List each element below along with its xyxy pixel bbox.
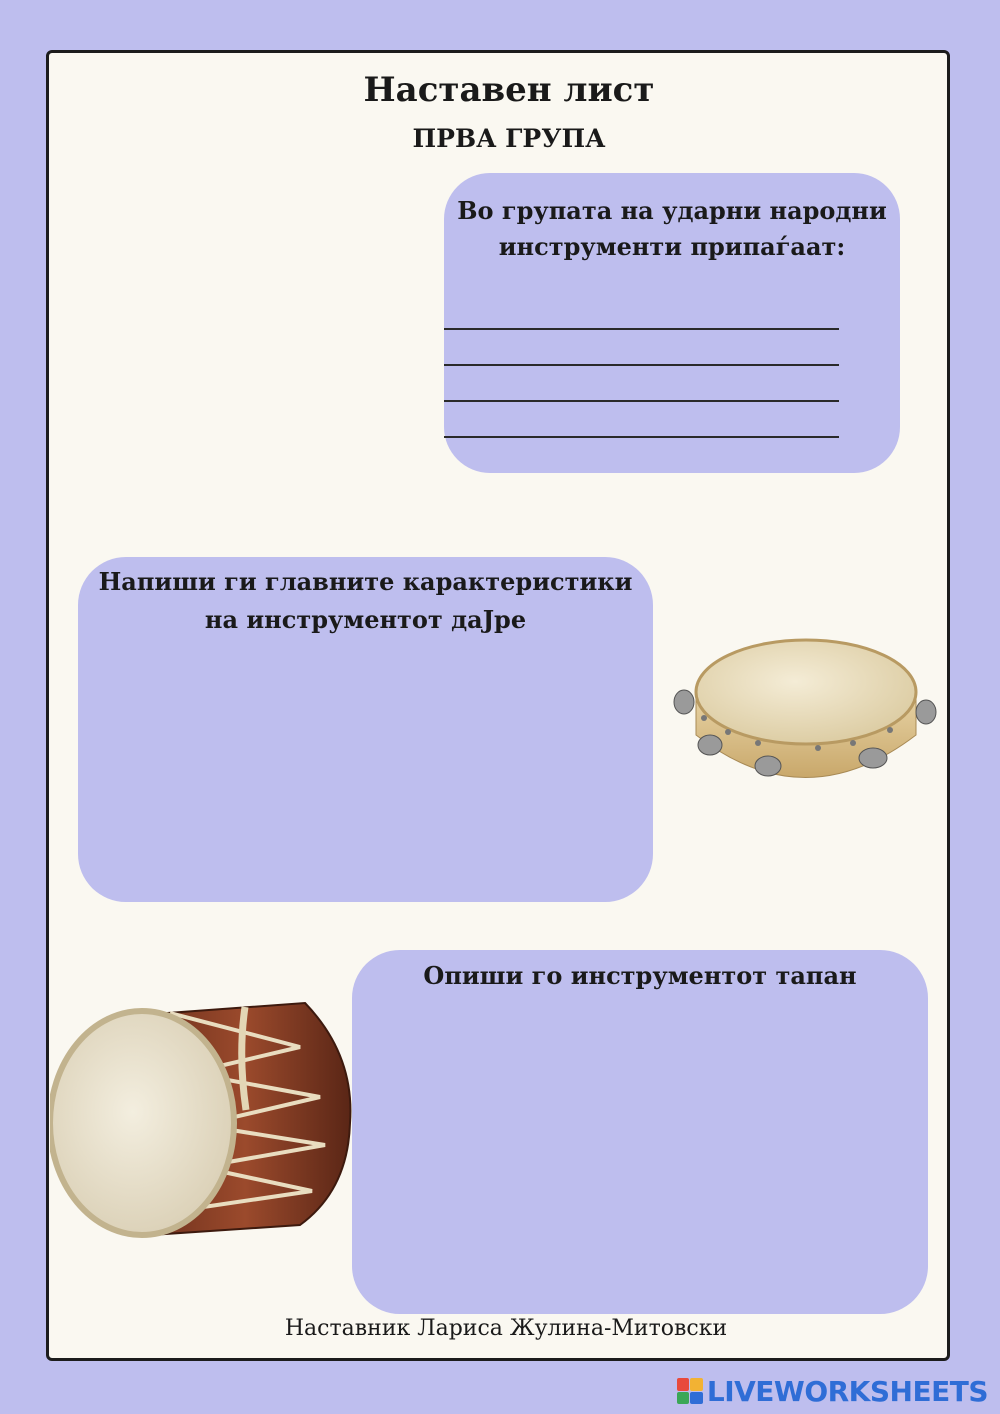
task-prompt-line: Опиши го инструментот тапан bbox=[423, 961, 857, 990]
answer-line-4[interactable] bbox=[444, 436, 839, 438]
task-prompt bbox=[78, 563, 653, 639]
task-prompt-line: Во групата на ударни народни bbox=[457, 196, 887, 225]
bass-drum-image bbox=[50, 995, 355, 1240]
task-prompt bbox=[352, 958, 928, 994]
task-box-tambourine-characteristics[interactable] bbox=[78, 557, 653, 902]
task-prompt-line: инструменти припаѓаат: bbox=[498, 232, 846, 261]
task-prompt-line: на инструментот даЈре bbox=[204, 605, 527, 634]
worksheet-subtitle: ПРВА ГРУПА bbox=[412, 124, 606, 153]
worksheet-title: Наставен лист bbox=[363, 70, 655, 110]
liveworksheets-logo-text: LIVEWORKSHEETS bbox=[706, 1374, 988, 1408]
answer-line-3[interactable] bbox=[444, 400, 839, 402]
task-box-percussion-instruments bbox=[444, 173, 900, 473]
liveworksheets-brand[interactable] bbox=[677, 1376, 988, 1406]
task-prompt bbox=[444, 193, 900, 265]
answer-line-2[interactable] bbox=[444, 364, 839, 366]
tambourine-image bbox=[668, 630, 943, 795]
task-prompt-line: Напиши ги главните карактеристики bbox=[98, 567, 633, 596]
answer-line-1[interactable] bbox=[444, 328, 839, 330]
teacher-credit: Наставник Лариса Жулина-Митовски bbox=[284, 1316, 728, 1341]
task-box-drum-description[interactable] bbox=[352, 950, 928, 1314]
liveworksheets-logo-icon bbox=[677, 1378, 703, 1404]
